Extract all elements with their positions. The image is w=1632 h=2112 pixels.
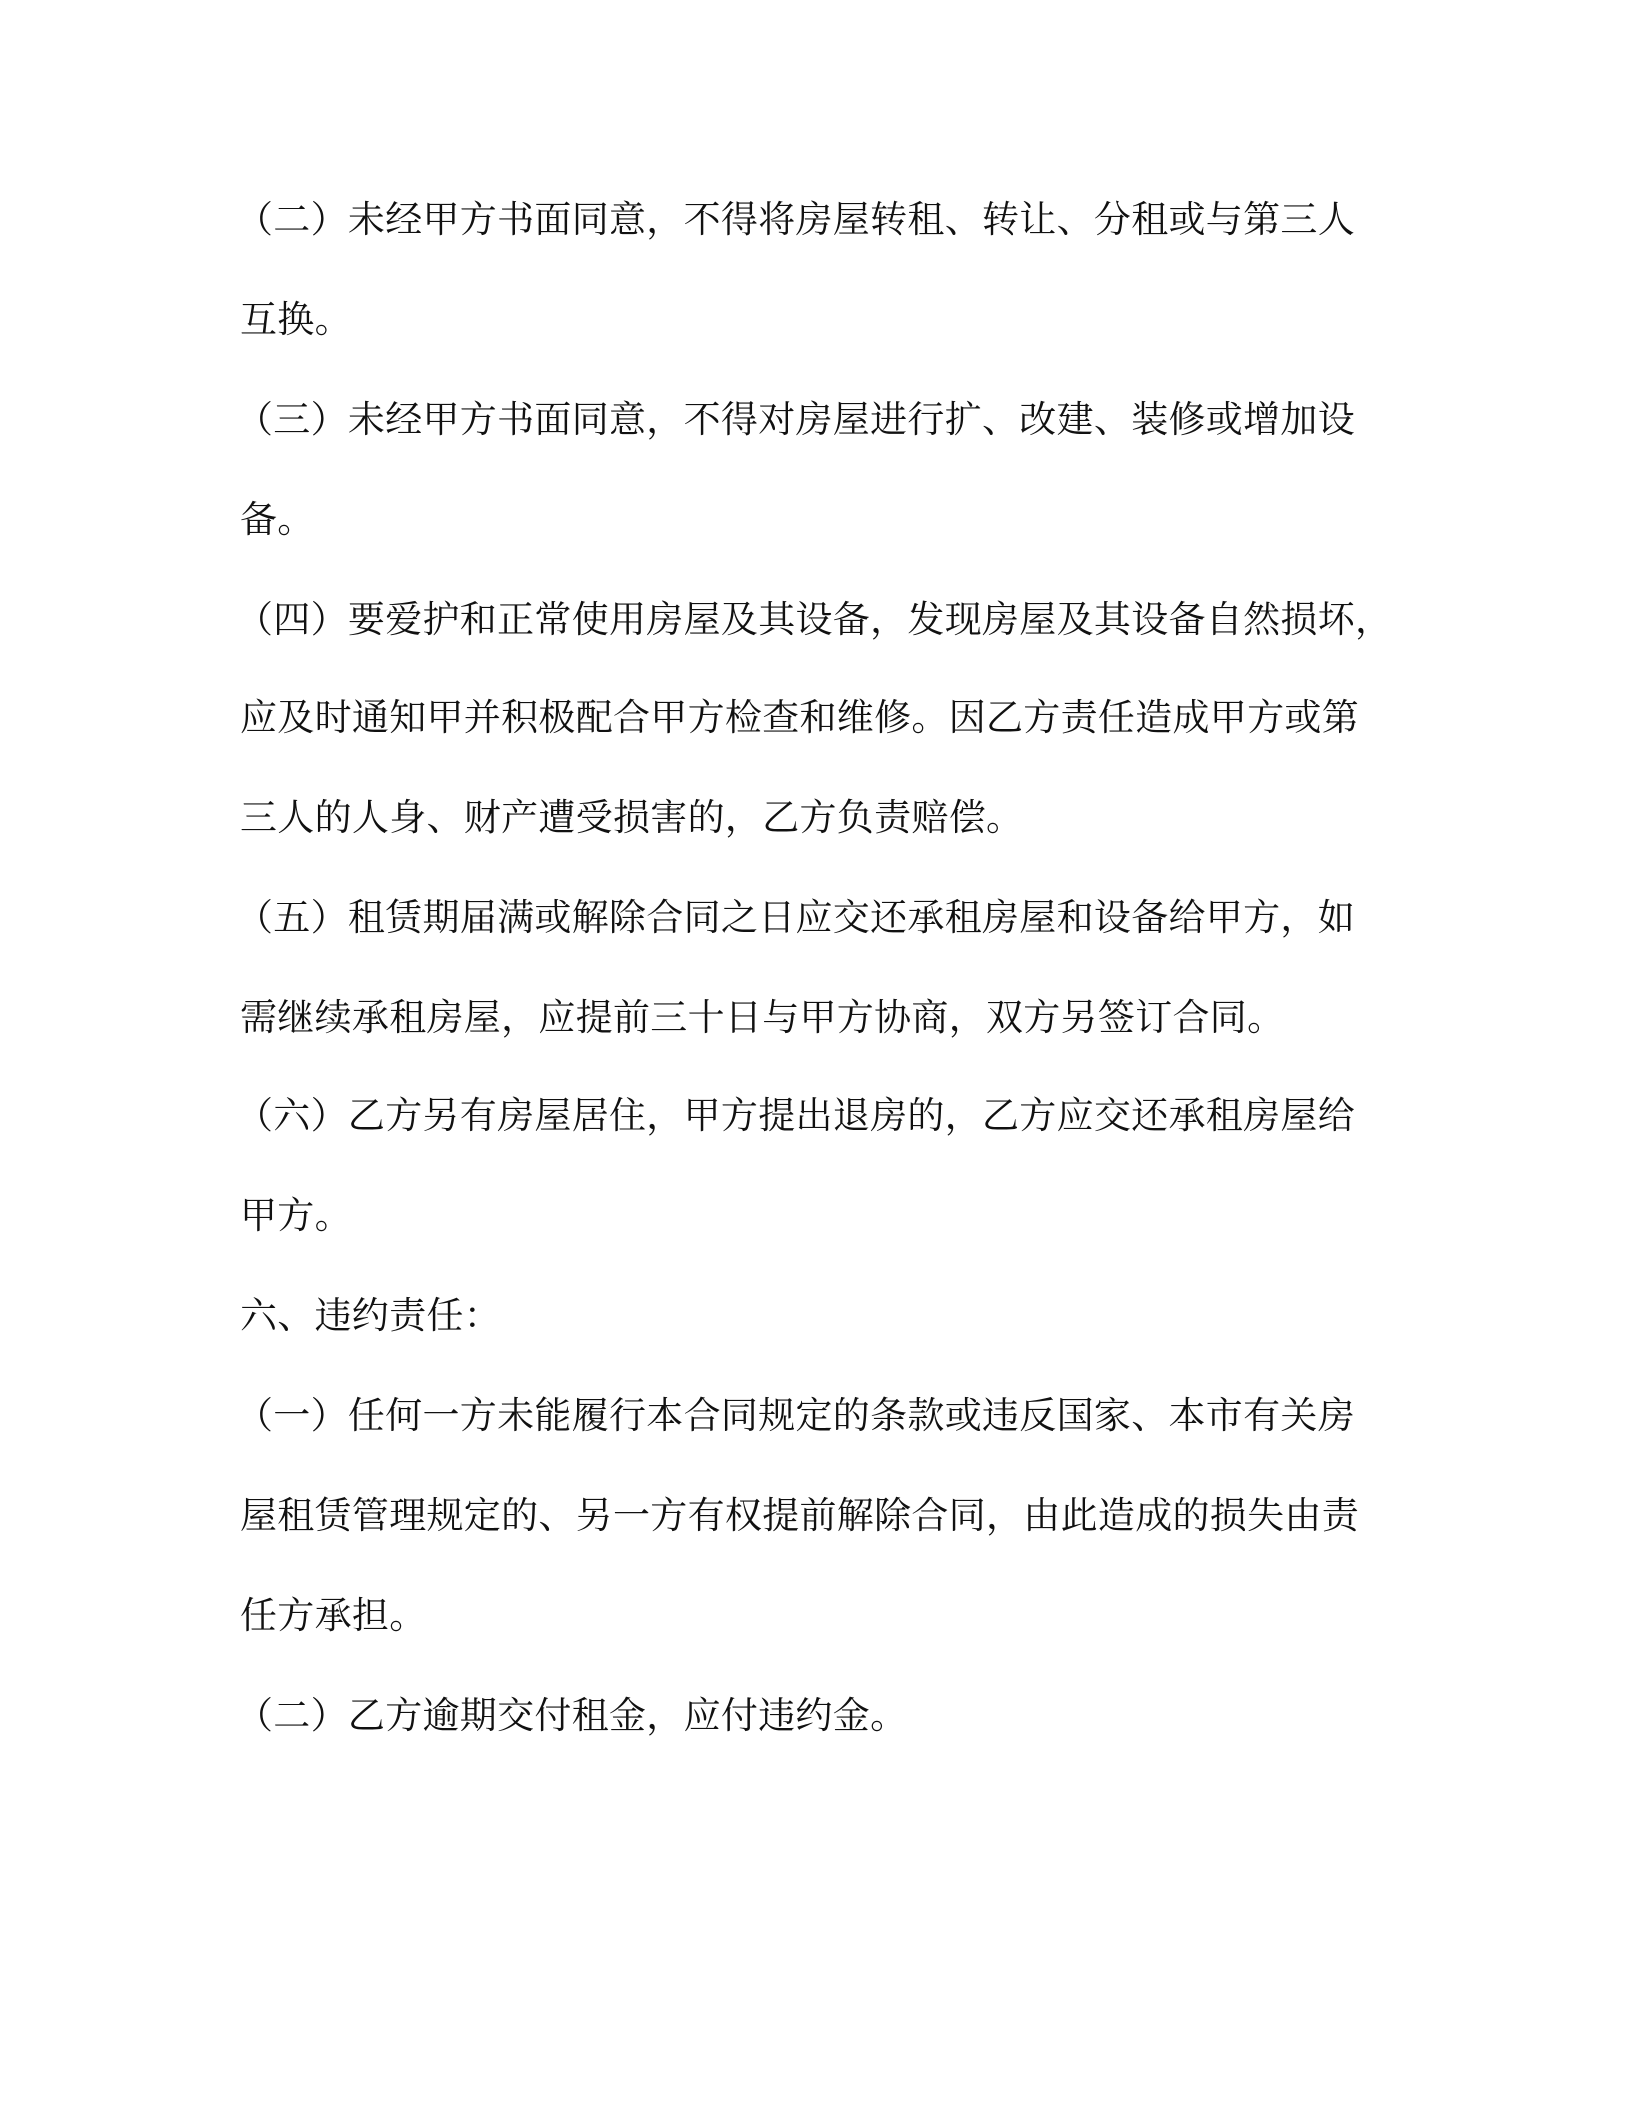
text-line: 任方承担。 xyxy=(240,1594,427,1637)
text-line: 屋租赁管理规定的、另一方有权提前解除合同，由此造成的损失由责 xyxy=(240,1494,1359,1537)
text-line: 三人的人身、财产遭受损害的，乙方负责赔偿。 xyxy=(240,796,1024,839)
text-line: 互换。 xyxy=(240,298,352,341)
text-line: （三）未经甲方书面同意，不得对房屋进行扩、改建、装修或增加设 xyxy=(236,398,1355,441)
text-line: （二）乙方逾期交付租金，应付违约金。 xyxy=(236,1694,908,1737)
text-line: 需继续承租房屋，应提前三十日与甲方协商，双方另签订合同。 xyxy=(240,996,1285,1039)
text-line: （五）租赁期届满或解除合同之日应交还承租房屋和设备给甲方，如 xyxy=(236,896,1355,939)
text-line: （二）未经甲方书面同意，不得将房屋转租、转让、分租或与第三人 xyxy=(236,198,1355,241)
text-line: 备。 xyxy=(240,498,315,541)
section-heading: 六、违约责任： xyxy=(240,1294,502,1337)
text-line: 甲方。 xyxy=(240,1194,352,1237)
text-line: （六）乙方另有房屋居住，甲方提出退房的，乙方应交还承租房屋给 xyxy=(236,1094,1355,1137)
text-line: （四）要爱护和正常使用房屋及其设备，发现房屋及其设备自然损坏， xyxy=(236,598,1393,641)
text-line: （一）任何一方未能履行本合同规定的条款或违反国家、本市有关房 xyxy=(236,1394,1355,1437)
text-line: 应及时通知甲并积极配合甲方检查和维修。因乙方责任造成甲方或第 xyxy=(240,696,1359,739)
